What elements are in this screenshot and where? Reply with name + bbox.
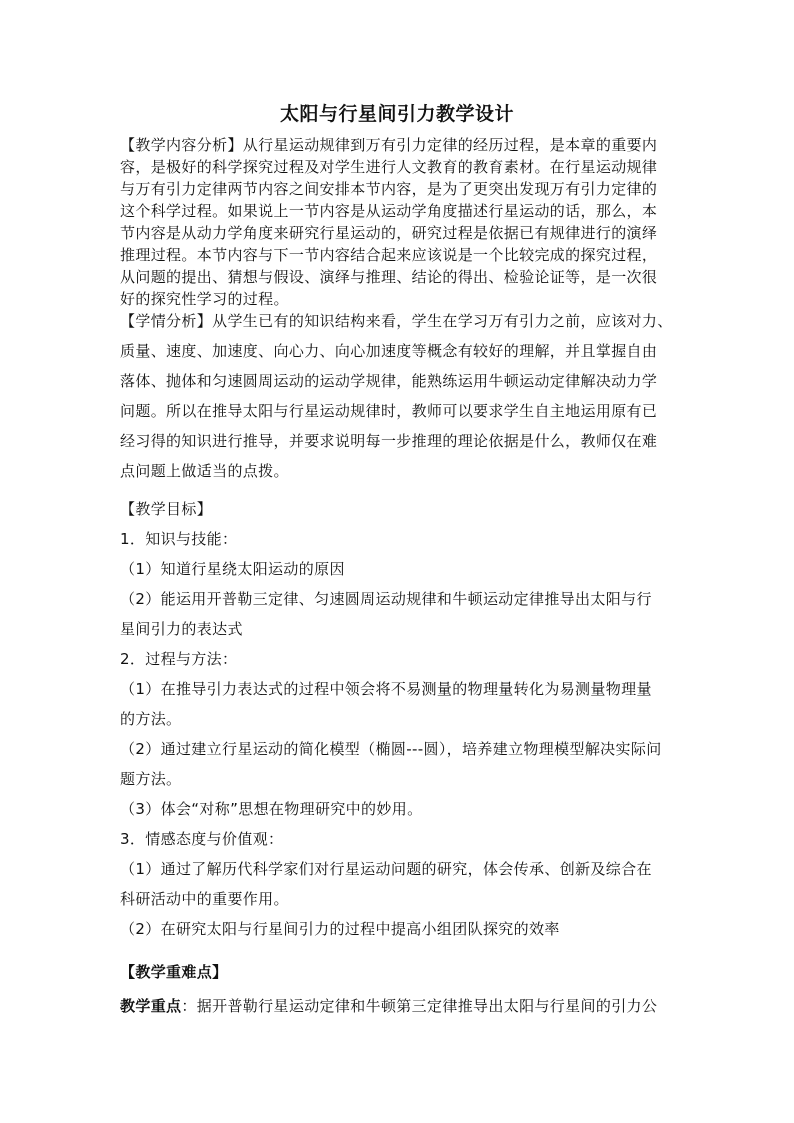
paragraph-line: 落体、抛体和匀速圆周运动的运动学规律，能熟练运用牛顿运动定律解决动力学 [120,372,658,390]
content-analysis-paragraph [120,134,680,310]
paragraph-line: 经习得的知识进行推导，并要求说明每一步推理的理论依据是什么，教师仅在难 [120,432,658,450]
objective-line: 1．知识与技能： [120,530,238,548]
objective-line: 星间引力的表达式 [120,620,243,638]
objectives-section [120,494,680,944]
document-title: 太阳与行星间引力教学设计 [279,103,514,125]
key-point-text: ：据开普勒行星运动定律和牛顿第三定律推导出太阳与行星间的引力公 [181,997,658,1015]
objective-line: （2）能运用开普勒三定律、匀速圆周运动规律和牛顿运动定律推导出太阳与行 [120,590,652,608]
objective-line: 2．过程与方法： [120,650,238,668]
objective-line: 的方法。 [120,710,182,728]
paragraph-line: 推理过程。本节内容与下一节内容结合起来应该说是一个比较完成的探究过程， [120,246,658,264]
objectives-heading: 【教学目标】 [120,500,213,518]
key-point-label: 教学重点 [120,997,182,1015]
objective-line: （2）在研究太阳与行星间引力的过程中提高小组团队探究的效率 [120,920,560,938]
key-points-line [120,993,680,1019]
paragraph-line: 【学情分析】从学生已有的知识结构来看，学生在学习万有引力之前，应该对力、 [120,312,673,330]
paragraph-line: 好的探究性学习的过程。 [120,290,289,308]
objective-line: 科研活动中的重要作用。 [120,890,289,908]
key-points-heading: 【教学重难点】 [120,963,228,981]
objective-line: （1）知道行星绕太阳运动的原因 [120,560,345,578]
paragraph-line: 【教学内容分析】从行星运动规律到万有引力定律的经历过程，是本章的重要内 [120,136,658,154]
objective-line: 3．情感态度与价值观： [120,830,284,848]
paragraph-line: 节内容是从动力学角度来研究行星运动的，研究过程是依据已有规律进行的演绎 [120,224,658,242]
paragraph-line: 从问题的提出、猜想与假设、演绎与推理、结论的得出、检验论证等，是一次很 [120,268,658,286]
objective-line: （2）通过建立行星运动的简化模型（椭圆---圆），培养建立物理模型解决实际问 [120,740,662,758]
paragraph-line: 这个科学过程。如果说上一节内容是从运动学角度描述行星运动的话，那么，本 [120,202,658,220]
objective-line: （1）在推导引力表达式的过程中领会将不易测量的物理量转化为易测量物理量 [120,680,652,698]
paragraph-line: 质量、速度、加速度、向心力、向心加速度等概念有较好的理解，并且掌握自由 [120,342,658,360]
learning-analysis-paragraph [120,306,680,486]
paragraph-line: 容，是极好的科学探究过程及对学生进行人文教育的教育素材。在行星运动规律 [120,158,658,176]
paragraph-line: 点问题上做适当的点拨。 [120,462,289,480]
paragraph-line: 与万有引力定律两节内容之间安排本节内容，是为了更突出发现万有引力定律的 [120,180,658,198]
paragraph-line: 问题。所以在推导太阳与行星运动规律时，教师可以要求学生自主地运用原有已 [120,402,658,420]
objective-line: 题方法。 [120,770,182,788]
objective-line: （1）通过了解历代科学家们对行星运动问题的研究，体会传承、创新及综合在 [120,860,652,878]
objective-line: （3）体会“对称”思想在物理研究中的妙用。 [120,800,423,818]
